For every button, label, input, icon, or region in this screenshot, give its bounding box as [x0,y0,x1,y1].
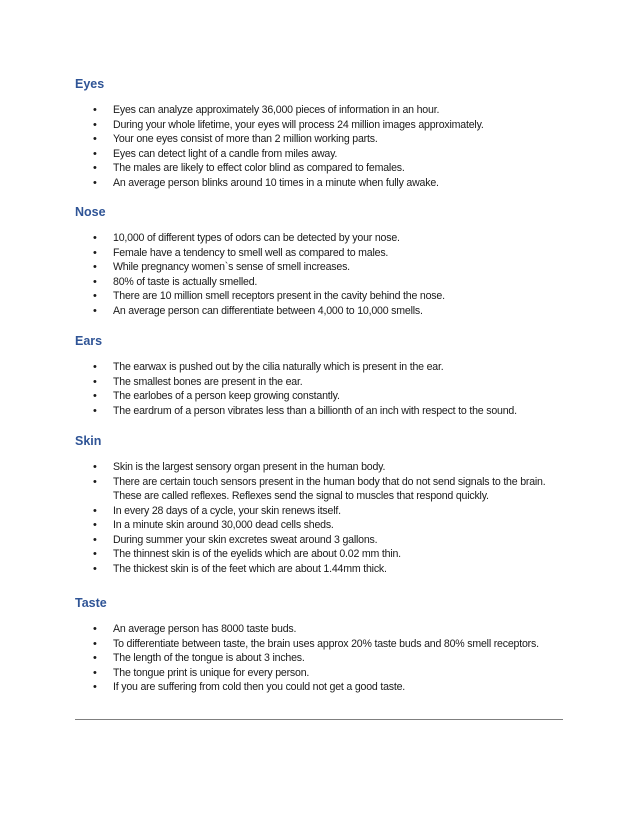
bullet-icon: • [93,652,97,664]
list-item-text: The length of the tongue is about 3 inches. [113,652,305,664]
list-item [75,547,575,562]
list-item-text: Skin is the largest sensory organ present in the human body. [113,461,386,473]
list-item [75,103,575,118]
bullet-icon: • [93,461,97,473]
section-heading-ears: Ears [75,334,103,348]
list-item [75,246,575,261]
list-item-text: 80% of taste is actually smelled. [113,275,258,288]
list-item [75,275,575,290]
list-item [75,637,575,652]
list-item-text: An average person can differentiate between 4,000 to 10,000 smells. [113,304,423,317]
list-item [75,518,575,533]
bullet-icon: • [93,404,97,417]
list-item-text: 10,000 of different types of odors can be detected by your nose. [113,232,400,244]
bullet-icon: • [93,390,97,402]
section-heading-nose: Nose [75,205,106,219]
bullet-icon: • [93,519,97,531]
bullet-icon: • [93,475,97,488]
list-item [75,504,575,519]
list-item [75,260,575,275]
bullet-icon: • [93,304,97,317]
list-item-text: The thinnest skin is of the eyelids which are about 0.02 mm thin. [113,548,401,560]
list-item-text: Female have a tendency to smell well as compared to males. [113,246,389,259]
list-item [75,651,575,666]
bullet-icon: • [93,118,97,131]
list-item [75,304,575,319]
list-item [75,404,575,419]
bullet-list-eyes [75,103,575,190]
section-skin [75,433,575,576]
list-item [75,147,575,162]
list-item-text: An average person has 8000 taste buds. [113,623,297,635]
list-item-text: The eardrum of a person vibrates less than a billionth of an inch with respect to the sound. [113,404,517,417]
bullet-icon: • [93,133,97,145]
bullet-list-taste [75,622,575,695]
list-item [75,360,575,375]
list-item [75,562,575,577]
bullet-icon: • [93,533,97,546]
list-item [75,475,575,504]
list-item [75,118,575,133]
bullet-icon: • [93,232,97,244]
bullet-icon: • [93,666,97,679]
list-item [75,176,575,191]
bullet-icon: • [93,147,97,160]
list-item-text: During your whole lifetime, your eyes will process 24 million images approximately. [113,118,484,131]
list-item [75,533,575,548]
list-item [75,375,575,390]
list-item-text: During summer your skin excretes sweat around 3 gallons. [113,533,378,546]
list-item-text: If you are suffering from cold then you could not get a good taste. [113,681,406,693]
bullet-icon: • [93,162,97,174]
list-item [75,680,575,695]
list-item-text: The smallest bones are present in the ear. [113,375,303,388]
list-item-text: In a minute skin around 30,000 dead cells sheds. [113,519,334,531]
list-item [75,622,575,637]
list-item [75,666,575,681]
bullet-list-skin [75,460,575,576]
list-item [75,389,575,404]
bullet-icon: • [93,361,97,373]
bullet-list-ears [75,360,575,418]
section-ears [75,333,575,418]
list-item-text: To differentiate between taste, the brain uses approx 20% taste buds and 80% smell receptors. [113,637,539,650]
bullet-icon: • [93,275,97,288]
bullet-icon: • [93,548,97,560]
bullet-icon: • [93,261,97,273]
list-item-text: The thickest skin is of the feet which are about 1.44mm thick. [113,562,387,575]
list-item-text: There are certain touch sensors present in the human body that do not send signals to the brain. These are called reflexes. Reflexes send the signal to muscles that respond quickly. [113,475,546,502]
list-item-text: An average person blinks around 10 times in a minute when fully awake. [113,176,439,189]
bullet-icon: • [93,504,97,517]
bullet-icon: • [93,290,97,302]
bullet-icon: • [93,637,97,650]
bullet-icon: • [93,176,97,189]
bullet-icon: • [93,681,97,693]
bullet-list-nose [75,231,575,318]
bullet-icon: • [93,104,97,116]
list-item [75,132,575,147]
list-item-text: Eyes can detect light of a candle from miles away. [113,147,338,160]
section-heading-skin: Skin [75,434,102,448]
bullet-icon: • [93,623,97,635]
list-item-text: In every 28 days of a cycle, your skin renews itself. [113,504,341,517]
section-nose [75,204,575,318]
section-taste [75,595,575,695]
footer-divider [75,719,563,720]
list-item-text: The males are likely to effect color blind as compared to females. [113,162,405,174]
section-eyes [75,76,575,190]
list-item-text: While pregnancy women`s sense of smell increases. [113,261,350,273]
bullet-icon: • [93,246,97,259]
section-heading-taste: Taste [75,596,107,610]
bullet-icon: • [93,562,97,575]
section-heading-eyes: Eyes [75,77,105,91]
list-item-text: The tongue print is unique for every person. [113,666,310,679]
list-item-text: There are 10 million smell receptors present in the cavity behind the nose. [113,290,445,302]
list-item [75,231,575,246]
list-item [75,289,575,304]
list-item-text: Eyes can analyze approximately 36,000 pieces of information in an hour. [113,104,440,116]
bullet-icon: • [93,375,97,388]
list-item-text: Your one eyes consist of more than 2 million working parts. [113,133,378,145]
list-item [75,161,575,176]
list-item [75,460,575,475]
list-item-text: The earwax is pushed out by the cilia naturally which is present in the ear. [113,361,444,373]
list-item-text: The earlobes of a person keep growing constantly. [113,390,340,402]
